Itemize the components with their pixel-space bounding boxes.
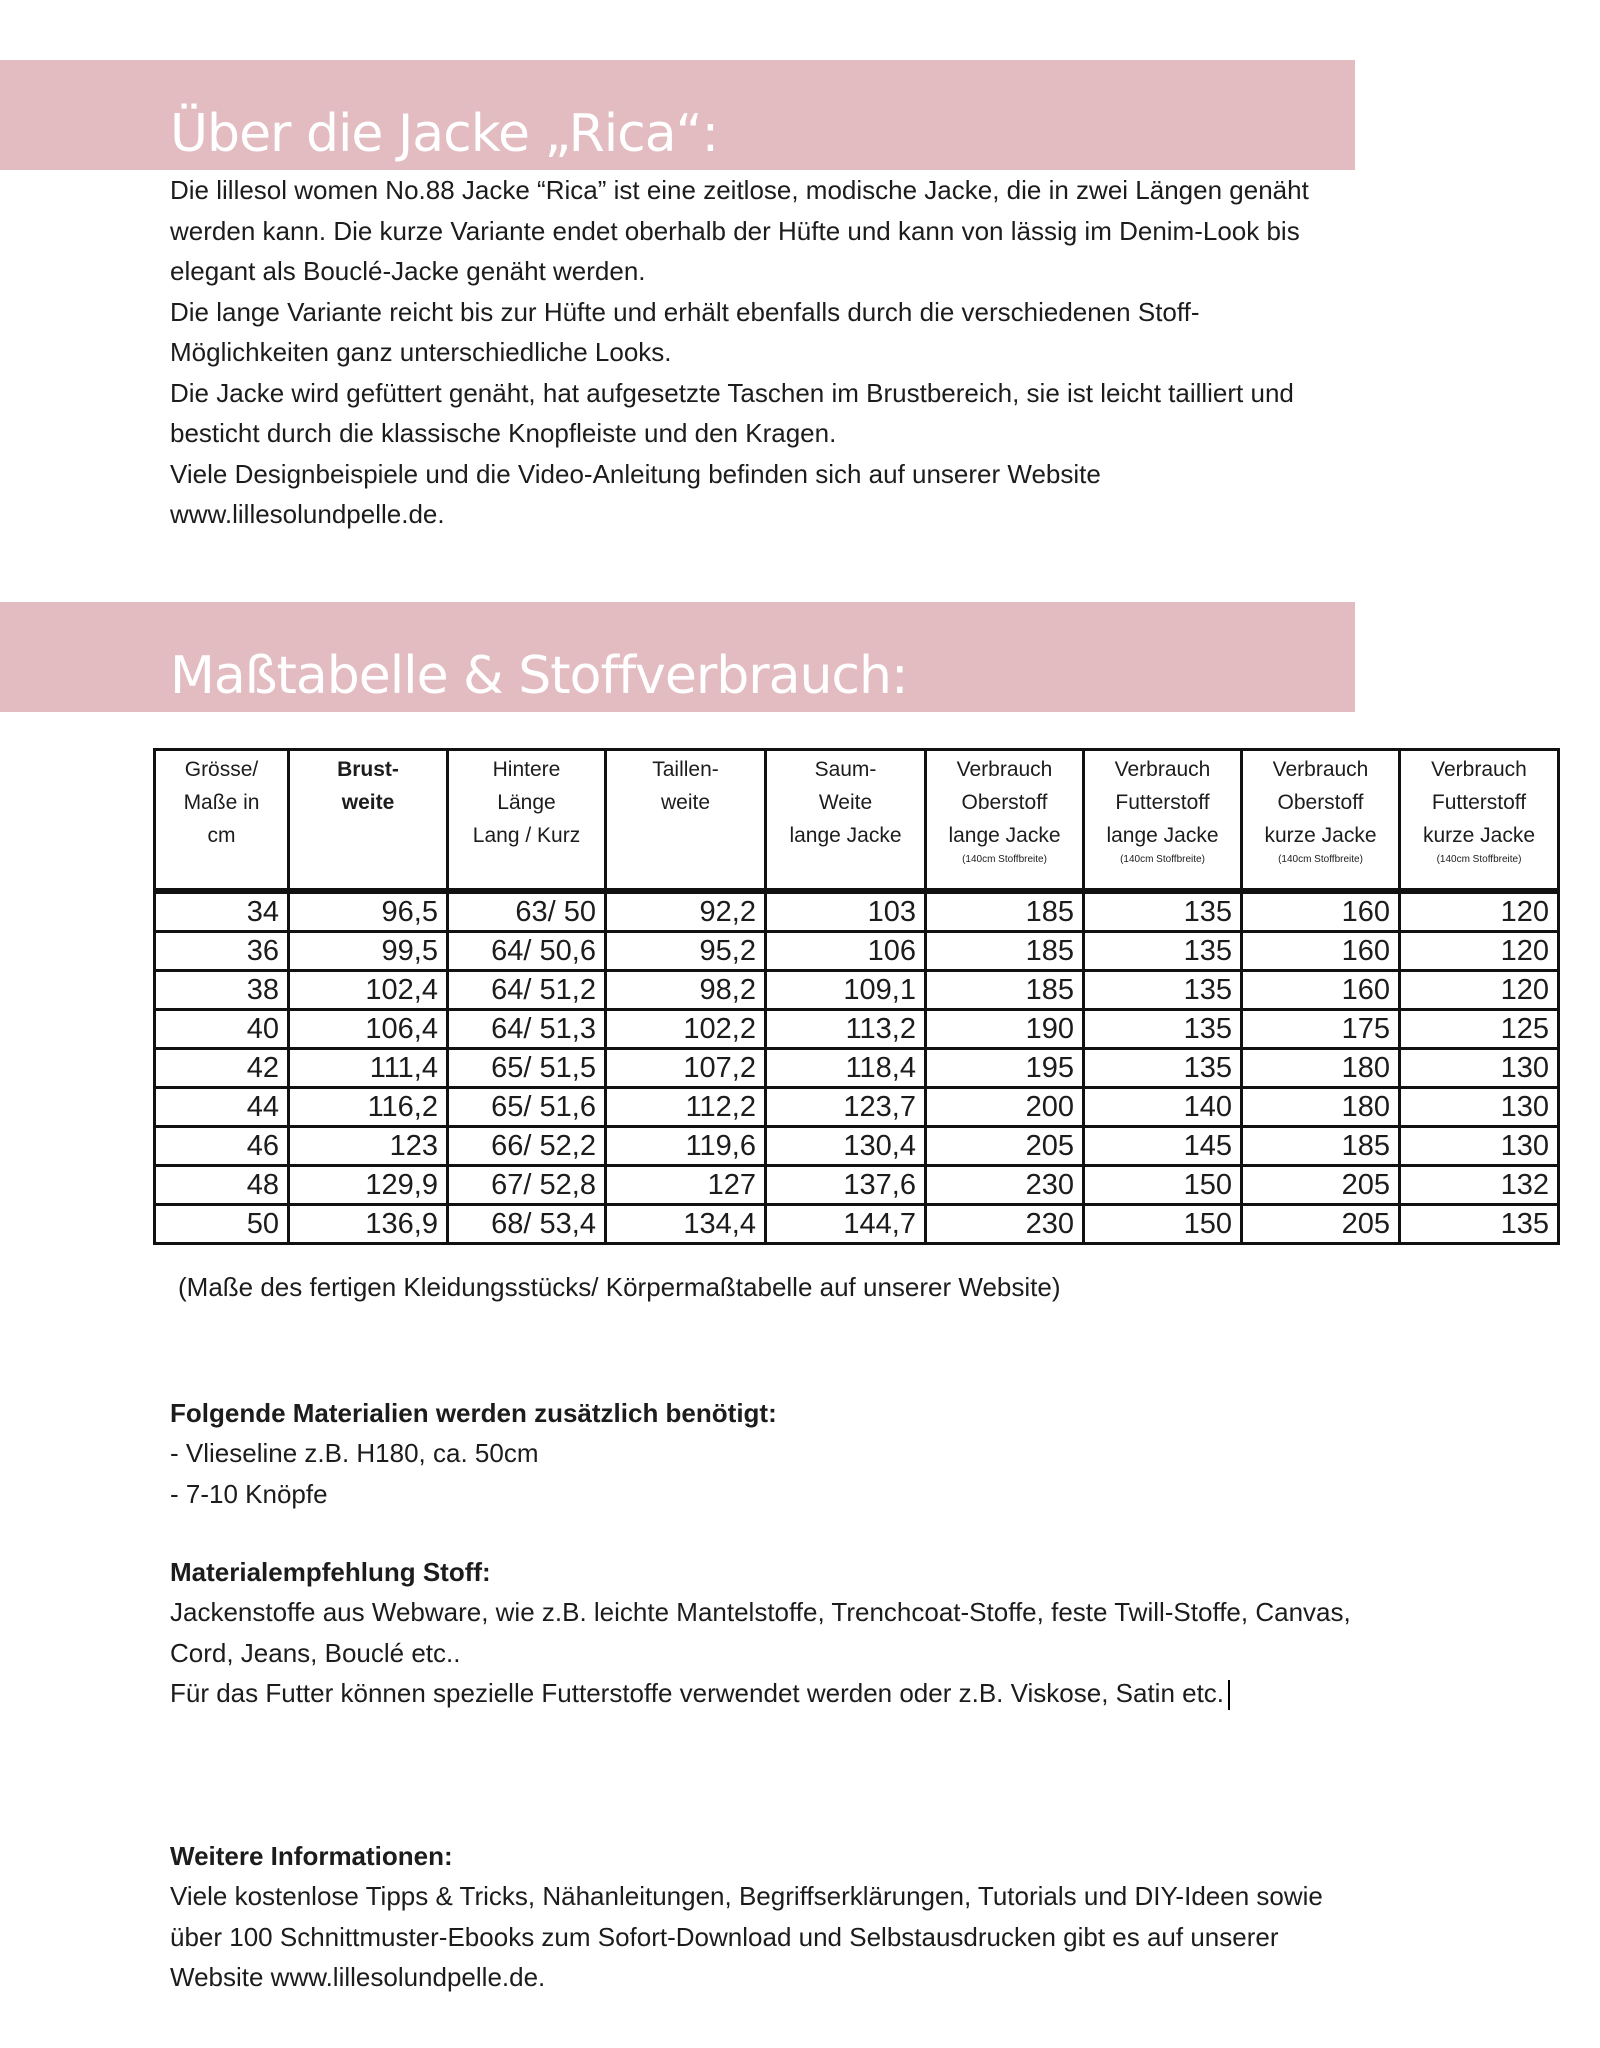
measure-banner	[0, 602, 1355, 712]
column-header-line: Maße in	[183, 791, 260, 814]
table-cell: 205	[1242, 1205, 1400, 1244]
table-cell: 48	[155, 1166, 289, 1205]
table-cell: 95,2	[606, 932, 766, 971]
table-cell: 135	[1084, 932, 1242, 971]
column-header-line: Grösse/	[184, 758, 259, 781]
materials-section	[170, 1393, 1550, 1514]
table-cell: 92,2	[606, 891, 766, 932]
table-cell: 42	[155, 1049, 289, 1088]
column-header-line: Verbrauch	[956, 758, 1053, 781]
column-header	[1400, 750, 1559, 892]
table-cell: 64/ 50,6	[448, 932, 606, 971]
table-cell: 63/ 50	[448, 891, 606, 932]
table-cell: 180	[1242, 1049, 1400, 1088]
column-header-line: kurze Jacke	[1264, 824, 1377, 847]
table-row	[155, 1166, 1559, 1205]
column-header-line: Länge	[497, 791, 556, 814]
column-header-line: weite	[660, 791, 711, 814]
table-cell: 123	[289, 1127, 448, 1166]
table-cell: 160	[1242, 971, 1400, 1010]
about-line: Viele Designbeispiele und die Video-Anleitung befinden sich auf unserer Website	[170, 458, 1101, 489]
fabric-line: Cord, Jeans, Bouclé etc..	[170, 1637, 461, 1668]
column-header-line: lange Jacke	[789, 824, 902, 847]
table-cell: 68/ 53,4	[448, 1205, 606, 1244]
about-line: Die Jacke wird gefüttert genäht, hat aufgesetzte Taschen im Brustbereich, sie ist leicht tailliert und	[170, 377, 1294, 408]
table-cell: 120	[1400, 932, 1559, 971]
table-cell: 145	[1084, 1127, 1242, 1166]
table-note: (Maße des fertigen Kleidungsstücks/ Körpermaßtabelle auf unserer Website)	[178, 1272, 1061, 1302]
measure-heading: Maßtabelle & Stoffverbrauch:	[170, 646, 908, 706]
column-header-note: (140cm Stoffbreite)	[1120, 854, 1205, 865]
table-cell: 38	[155, 971, 289, 1010]
column-header-line: lange Jacke	[948, 824, 1061, 847]
table-cell: 135	[1400, 1205, 1559, 1244]
materials-heading: Folgende Materialien werden zusätzlich benötigt:	[170, 1398, 777, 1428]
table-cell: 160	[1242, 891, 1400, 932]
table-cell: 123,7	[766, 1088, 926, 1127]
table-body	[155, 891, 1559, 1244]
table-cell: 113,2	[766, 1010, 926, 1049]
column-header-note: (140cm Stoffbreite)	[1278, 854, 1363, 865]
fabric-line: Für das Futter können spezielle Futterstoffe verwendet werden oder z.B. Viskose, Satin etc.	[170, 1678, 1225, 1708]
table-cell: 134,4	[606, 1205, 766, 1244]
column-header-note: (140cm Stoffbreite)	[1436, 854, 1522, 865]
table-row	[155, 1088, 1559, 1127]
table-note-wrap	[178, 1267, 1558, 1308]
table-cell: 140	[1084, 1088, 1242, 1127]
table-cell: 205	[1242, 1166, 1400, 1205]
about-banner	[0, 60, 1355, 170]
table-cell: 135	[1084, 891, 1242, 932]
column-header-line: Futterstoff	[1115, 791, 1210, 814]
table-cell: 130	[1400, 1088, 1559, 1127]
table-cell: 185	[926, 971, 1084, 1010]
table-cell: 40	[155, 1010, 289, 1049]
about-line: Die lillesol women No.88 Jacke “Rica” ist eine zeitlose, modische Jacke, die in zwei Längen genäht	[170, 175, 1309, 205]
fabric-section	[170, 1552, 1550, 1714]
info-line: Website www.lillesolundpelle.de.	[170, 1962, 546, 1992]
column-header	[1084, 750, 1242, 892]
column-header-line: Weite	[818, 791, 873, 814]
table-cell: 119,6	[606, 1127, 766, 1166]
about-line: www.lillesolundpelle.de.	[170, 499, 445, 529]
table-cell: 99,5	[289, 932, 448, 971]
table-cell: 175	[1242, 1010, 1400, 1049]
about-line: besticht durch die klassische Knopfleiste und den Kragen.	[170, 418, 837, 448]
table-cell: 46	[155, 1127, 289, 1166]
table-cell: 67/ 52,8	[448, 1166, 606, 1205]
table-cell: 64/ 51,3	[448, 1010, 606, 1049]
column-header-line: kurze Jacke	[1422, 824, 1536, 847]
column-header-line: weite	[341, 791, 395, 814]
about-line: werden kann. Die kurze Variante endet oberhalb der Hüfte und kann von lässig im Denim-Look bis	[170, 215, 1300, 246]
table-cell: 160	[1242, 932, 1400, 971]
column-header-line: Verbrauch	[1431, 758, 1527, 781]
fabric-heading: Materialempfehlung Stoff:	[170, 1557, 491, 1587]
column-header-line: Lang / Kurz	[472, 824, 581, 847]
table-row	[155, 1049, 1559, 1088]
table-cell: 185	[926, 932, 1084, 971]
table-cell: 136,9	[289, 1205, 448, 1244]
fabric-line-last	[170, 1673, 1550, 1714]
table-cell: 98,2	[606, 971, 766, 1010]
table-cell: 230	[926, 1205, 1084, 1244]
text-cursor	[1228, 1680, 1230, 1710]
table-cell: 66/ 52,2	[448, 1127, 606, 1166]
table-cell: 150	[1084, 1205, 1242, 1244]
table-cell: 230	[926, 1166, 1084, 1205]
table-cell: 200	[926, 1088, 1084, 1127]
table-row	[155, 891, 1559, 932]
column-header-line: Oberstoff	[1277, 791, 1364, 814]
table-cell: 120	[1400, 891, 1559, 932]
table-cell: 132	[1400, 1166, 1559, 1205]
table-cell: 120	[1400, 971, 1559, 1010]
table-cell: 102,4	[289, 971, 448, 1010]
about-line: Die lange Variante reicht bis zur Hüfte und erhält ebenfalls durch die verschiedenen Stoff-	[170, 296, 1200, 327]
column-header-line: Brust-	[337, 758, 399, 781]
materials-item: - 7-10 Knöpfe	[170, 1478, 328, 1509]
table-cell: 34	[155, 891, 289, 932]
table-cell: 106	[766, 932, 926, 971]
column-header	[448, 750, 606, 892]
table-cell: 195	[926, 1049, 1084, 1088]
table-cell: 135	[1084, 1049, 1242, 1088]
table-row	[155, 1205, 1559, 1244]
table-cell: 112,2	[606, 1088, 766, 1127]
about-heading: Über die Jacke „Rica“:	[170, 104, 719, 164]
column-header-line: Verbrauch	[1272, 758, 1369, 781]
column-header	[606, 750, 766, 892]
table-cell: 205	[926, 1127, 1084, 1166]
table-cell: 185	[1242, 1127, 1400, 1166]
column-header-line: Verbrauch	[1114, 758, 1211, 781]
about-line: elegant als Bouclé-Jacke genäht werden.	[170, 256, 646, 286]
column-header-line: Hintere	[492, 758, 561, 781]
table-cell: 127	[606, 1166, 766, 1205]
table-cell: 135	[1084, 971, 1242, 1010]
table-cell: 130	[1400, 1127, 1559, 1166]
table-cell: 106,4	[289, 1010, 448, 1049]
fabric-line: Jackenstoffe aus Webware, wie z.B. leichte Mantelstoffe, Trenchcoat-Stoffe, feste Twill-Stoffe, Canvas,	[170, 1597, 1351, 1627]
info-line: Viele kostenlose Tipps & Tricks, Nähanleitungen, Begriffserklärungen, Tutorials und DIY-Ideen sowie	[170, 1881, 1323, 1911]
table-cell: 135	[1084, 1010, 1242, 1049]
column-header-line: Taillen-	[652, 758, 719, 781]
table-cell: 102,2	[606, 1010, 766, 1049]
column-header-line: Saum-	[814, 758, 877, 781]
table-row	[155, 971, 1559, 1010]
table-row	[155, 932, 1559, 971]
table-cell: 144,7	[766, 1205, 926, 1244]
column-header-note: (140cm Stoffbreite)	[962, 854, 1047, 865]
table-cell: 65/ 51,6	[448, 1088, 606, 1127]
column-header	[289, 750, 448, 892]
column-header	[1242, 750, 1400, 892]
table-cell: 185	[926, 891, 1084, 932]
about-text	[170, 170, 1550, 535]
column-header-line: Futterstoff	[1431, 791, 1527, 814]
table-row	[155, 1010, 1559, 1049]
about-line: Möglichkeiten ganz unterschiedliche Looks.	[170, 337, 672, 367]
table-cell: 118,4	[766, 1049, 926, 1088]
info-heading: Weitere Informationen:	[170, 1841, 453, 1871]
table-row	[155, 1127, 1559, 1166]
column-header-line: lange Jacke	[1106, 824, 1219, 847]
table-cell: 36	[155, 932, 289, 971]
column-header-line: cm	[207, 824, 236, 847]
info-line: über 100 Schnittmuster-Ebooks zum Sofort-Download und Selbstausdrucken gibt es auf unserer	[170, 1921, 1279, 1952]
table-cell: 96,5	[289, 891, 448, 932]
table-cell: 129,9	[289, 1166, 448, 1205]
table-cell: 107,2	[606, 1049, 766, 1088]
table-cell: 130,4	[766, 1127, 926, 1166]
table-cell: 180	[1242, 1088, 1400, 1127]
table-cell: 50	[155, 1205, 289, 1244]
table-cell: 44	[155, 1088, 289, 1127]
table-cell: 65/ 51,5	[448, 1049, 606, 1088]
table-cell: 125	[1400, 1010, 1559, 1049]
column-header	[766, 750, 926, 892]
table-cell: 111,4	[289, 1049, 448, 1088]
column-header	[155, 750, 289, 892]
table-header-row	[155, 750, 1559, 892]
materials-item: - Vlieseline z.B. H180, ca. 50cm	[170, 1438, 539, 1468]
table-cell: 130	[1400, 1049, 1559, 1088]
table-cell: 116,2	[289, 1088, 448, 1127]
info-section	[170, 1836, 1550, 1998]
column-header-line: Oberstoff	[961, 791, 1048, 814]
table-cell: 103	[766, 891, 926, 932]
column-header	[926, 750, 1084, 892]
table-cell: 109,1	[766, 971, 926, 1010]
size-table	[153, 748, 1560, 1245]
table-cell: 137,6	[766, 1166, 926, 1205]
table-cell: 190	[926, 1010, 1084, 1049]
table-cell: 64/ 51,2	[448, 971, 606, 1010]
table-cell: 150	[1084, 1166, 1242, 1205]
